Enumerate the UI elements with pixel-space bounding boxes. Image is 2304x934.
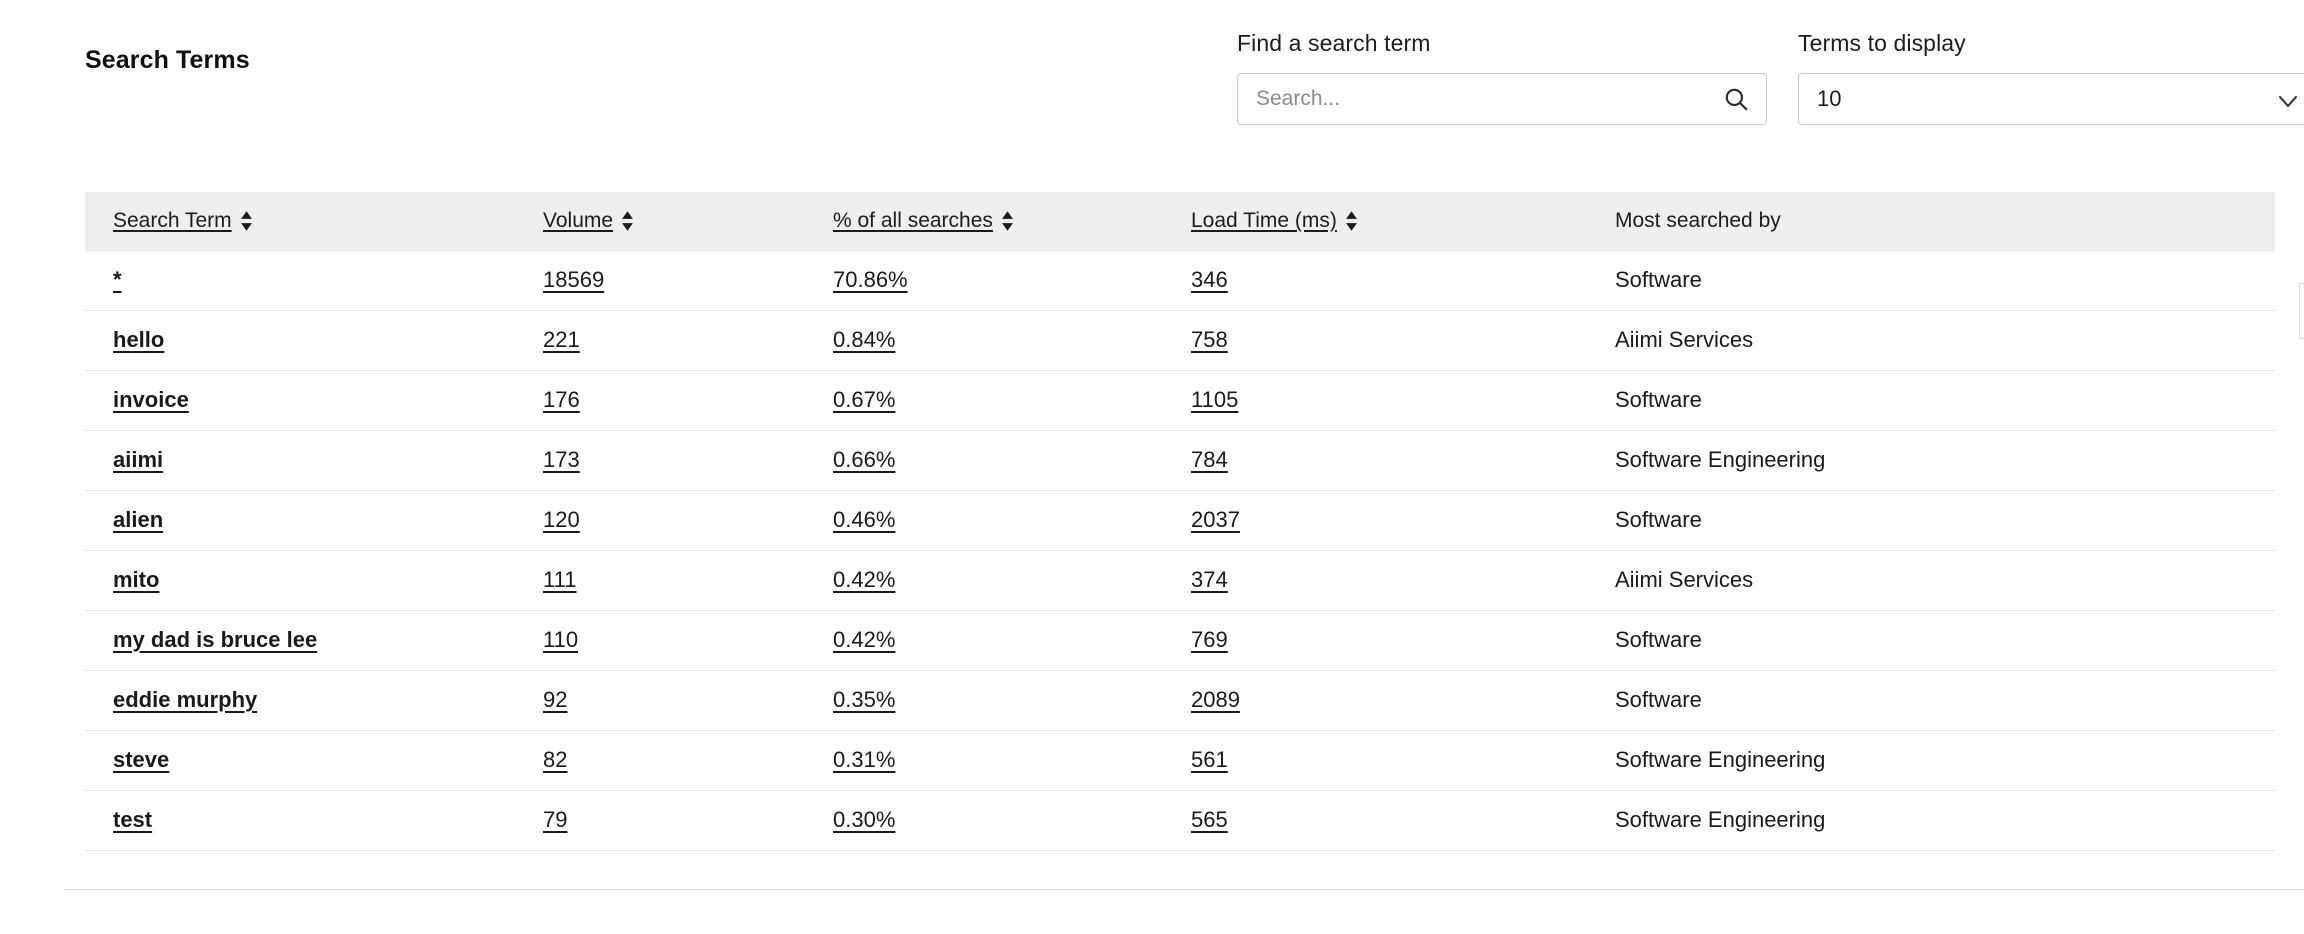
search-term-link[interactable]: alien	[113, 507, 164, 532]
cell-percent	[805, 670, 1163, 730]
most-searched-by-value: Software	[1615, 267, 1702, 292]
table-row	[85, 370, 2275, 430]
cell-load-time	[1163, 250, 1587, 310]
load-time-link[interactable]: 2089	[1191, 687, 1240, 712]
load-time-link[interactable]: 784	[1191, 447, 1228, 472]
column-header-search-term[interactable]	[85, 192, 515, 250]
cell-most-searched-by	[1587, 730, 2275, 790]
cell-percent	[805, 430, 1163, 490]
cell-load-time	[1163, 730, 1587, 790]
cell-most-searched-by	[1587, 310, 2275, 370]
column-header-most-searched-by	[1587, 192, 2275, 250]
search-term-link[interactable]: test	[113, 807, 153, 832]
cell-volume	[515, 370, 805, 430]
cell-load-time	[1163, 370, 1587, 430]
table-header-row	[85, 192, 2275, 250]
cell-search-term	[85, 790, 515, 850]
search-term-link[interactable]: mito	[113, 567, 160, 592]
cell-most-searched-by	[1587, 790, 2275, 850]
cell-search-term	[85, 250, 515, 310]
cell-load-time	[1163, 610, 1587, 670]
volume-link[interactable]: 120	[543, 507, 580, 532]
volume-link[interactable]: 82	[543, 747, 568, 772]
cell-load-time	[1163, 490, 1587, 550]
cell-load-time	[1163, 670, 1587, 730]
table-row	[85, 430, 2275, 490]
search-term-link[interactable]: *	[113, 267, 122, 292]
offscreen-panel-edge	[2299, 283, 2304, 339]
search-term-link[interactable]: my dad is bruce lee	[113, 627, 318, 652]
volume-link[interactable]: 173	[543, 447, 580, 472]
percent-link[interactable]: 0.42%	[833, 567, 896, 592]
cell-search-term	[85, 490, 515, 550]
table-row	[85, 550, 2275, 610]
cell-most-searched-by	[1587, 610, 2275, 670]
search-term-link[interactable]: hello	[113, 327, 165, 352]
card-header	[85, 30, 2275, 130]
table-body	[85, 250, 2275, 850]
most-searched-by-value: Software	[1615, 387, 1702, 412]
cell-load-time	[1163, 550, 1587, 610]
percent-link[interactable]: 0.66%	[833, 447, 896, 472]
search-terms-card	[63, 0, 2304, 890]
percent-link[interactable]: 0.31%	[833, 747, 896, 772]
sort-icon[interactable]	[1345, 210, 1358, 232]
cell-search-term	[85, 610, 515, 670]
volume-link[interactable]: 79	[543, 807, 568, 832]
load-time-link[interactable]: 1105	[1191, 387, 1239, 412]
terms-to-display-group	[1798, 30, 2304, 125]
column-header-label: Load Time (ms)	[1191, 208, 1337, 232]
load-time-link[interactable]: 374	[1191, 567, 1228, 592]
cell-most-searched-by	[1587, 670, 2275, 730]
find-search-term-group	[1237, 30, 1767, 125]
column-header-label: Volume	[543, 208, 614, 232]
cell-volume	[515, 430, 805, 490]
table-row	[85, 670, 2275, 730]
cell-load-time	[1163, 430, 1587, 490]
cell-percent	[805, 370, 1163, 430]
cell-percent	[805, 730, 1163, 790]
cell-search-term	[85, 430, 515, 490]
table-row	[85, 790, 2275, 850]
most-searched-by-value: Software	[1615, 507, 1702, 532]
cell-percent	[805, 550, 1163, 610]
percent-link[interactable]: 0.84%	[833, 327, 896, 352]
most-searched-by-value: Software	[1615, 687, 1702, 712]
table-row	[85, 250, 2275, 310]
cell-volume	[515, 490, 805, 550]
percent-link[interactable]: 0.67%	[833, 387, 896, 412]
cell-volume	[515, 730, 805, 790]
search-term-link[interactable]: invoice	[113, 387, 189, 412]
load-time-link[interactable]: 758	[1191, 327, 1228, 352]
search-terms-table	[85, 192, 2275, 851]
most-searched-by-value: Aiimi Services	[1615, 567, 1754, 592]
cell-volume	[515, 250, 805, 310]
percent-link[interactable]: 70.86%	[833, 267, 908, 292]
cell-search-term	[85, 550, 515, 610]
search-input[interactable]	[1237, 73, 1767, 125]
volume-link[interactable]: 176	[543, 387, 580, 412]
volume-link[interactable]: 221	[543, 327, 580, 352]
volume-link[interactable]: 110	[543, 627, 579, 652]
percent-link[interactable]: 0.46%	[833, 507, 896, 532]
percent-link[interactable]: 0.42%	[833, 627, 896, 652]
column-header-volume[interactable]	[515, 192, 805, 250]
sort-icon[interactable]	[621, 210, 634, 232]
cell-percent	[805, 310, 1163, 370]
most-searched-by-value: Aiimi Services	[1615, 327, 1754, 352]
load-time-link[interactable]: 769	[1191, 627, 1228, 652]
most-searched-by-value: Software	[1615, 627, 1702, 652]
cell-percent	[805, 610, 1163, 670]
column-header-label: Search Term	[113, 208, 232, 232]
terms-display-select[interactable]: 10	[1798, 73, 2304, 125]
table-row	[85, 730, 2275, 790]
sort-icon[interactable]	[240, 210, 253, 232]
search-input-wrap	[1237, 73, 1767, 125]
cell-most-searched-by	[1587, 490, 2275, 550]
cell-percent	[805, 490, 1163, 550]
search-terms-table-wrap	[85, 192, 2275, 851]
cell-load-time	[1163, 790, 1587, 850]
cell-most-searched-by	[1587, 430, 2275, 490]
terms-display-select-wrap[interactable]	[1798, 73, 2304, 125]
load-time-link[interactable]: 565	[1191, 807, 1228, 832]
search-term-link[interactable]: aiimi	[113, 447, 164, 472]
load-time-link[interactable]: 346	[1191, 267, 1228, 292]
column-header-load-time[interactable]	[1163, 192, 1587, 250]
page-title: Search Terms	[85, 46, 250, 74]
most-searched-by-value: Software Engineering	[1615, 807, 1826, 832]
table-head	[85, 192, 2275, 250]
cell-volume	[515, 610, 805, 670]
column-header-percent-of-all-searches[interactable]	[805, 192, 1163, 250]
volume-link[interactable]: 18569	[543, 267, 605, 292]
column-header-label: % of all searches	[833, 208, 993, 232]
search-term-link[interactable]: steve	[113, 747, 170, 772]
cell-most-searched-by	[1587, 370, 2275, 430]
volume-link[interactable]: 92	[543, 687, 568, 712]
terms-display-label: Terms to display	[1798, 30, 1966, 56]
cell-search-term	[85, 730, 515, 790]
cell-most-searched-by	[1587, 550, 2275, 610]
search-field-label: Find a search term	[1237, 30, 1431, 56]
cell-search-term	[85, 670, 515, 730]
cell-volume	[515, 670, 805, 730]
table-row	[85, 310, 2275, 370]
cell-most-searched-by	[1587, 250, 2275, 310]
cell-percent	[805, 250, 1163, 310]
cell-search-term	[85, 310, 515, 370]
column-header-label: Most searched by	[1615, 208, 1781, 232]
volume-link[interactable]: 111	[543, 567, 577, 592]
most-searched-by-value: Software Engineering	[1615, 447, 1826, 472]
cell-percent	[805, 790, 1163, 850]
search-term-link[interactable]: eddie murphy	[113, 687, 258, 712]
load-time-link[interactable]: 2037	[1191, 507, 1240, 532]
percent-link[interactable]: 0.30%	[833, 807, 896, 832]
percent-link[interactable]: 0.35%	[833, 687, 896, 712]
cell-search-term	[85, 370, 515, 430]
sort-icon[interactable]	[1001, 210, 1014, 232]
most-searched-by-value: Software Engineering	[1615, 747, 1826, 772]
table-row	[85, 490, 2275, 550]
cell-load-time	[1163, 310, 1587, 370]
cell-volume	[515, 310, 805, 370]
table-row	[85, 610, 2275, 670]
cell-volume	[515, 550, 805, 610]
load-time-link[interactable]: 561	[1191, 747, 1228, 772]
cell-volume	[515, 790, 805, 850]
